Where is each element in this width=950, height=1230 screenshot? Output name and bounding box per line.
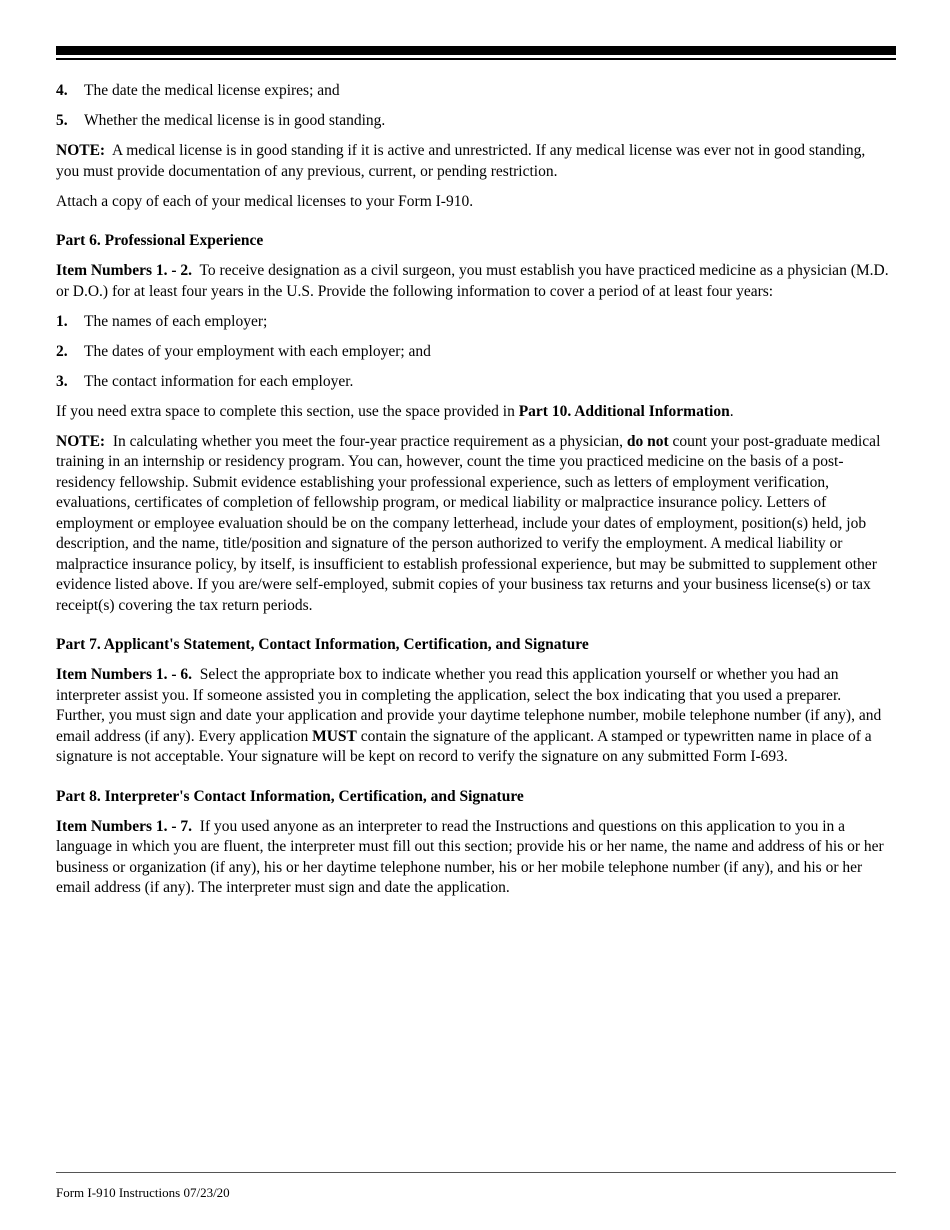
note-emphasis: do not <box>626 432 669 450</box>
extra-text: If you need extra space to complete this section, use the space provided in <box>56 402 519 420</box>
list-item <box>56 342 892 363</box>
list-number: 2. <box>56 342 68 360</box>
part6-heading: Part 6. Professional Experience <box>56 232 264 249</box>
list-text: The date the medical license expires; and <box>84 82 340 99</box>
note-professional-experience <box>56 432 892 617</box>
footer-rule <box>56 1172 896 1173</box>
note-license-standing <box>56 141 892 182</box>
top-rule-thick <box>56 46 896 55</box>
top-rule-thin <box>56 58 896 60</box>
list-item <box>56 372 892 393</box>
part10-reference: Part 10. Additional Information <box>518 402 730 420</box>
part7-item-paragraph <box>56 665 892 768</box>
item-text-end: contain the signature of the applicant. A stamped or typewritten name in place of a signature is not acceptable. Your signature will be kept on record to verify the signature on any submitted Form I-693. <box>56 727 872 765</box>
part6-item-paragraph <box>56 261 892 302</box>
item-text-start: Select the appropriate box to indicate whether you read this application yourself or whether you had an interpreter assist you. If someone assisted you in completing the application, select the box indicating that you used a preparer. Further, you must sign and date your application and provide your daytime telephone number, mobile telephone number (if any), and email address (if any). Every application <box>56 666 882 745</box>
list-text: The contact information for each employer. <box>84 372 354 390</box>
extra-space-instruction <box>56 402 892 423</box>
note-text-start: In calculating whether you meet the four-year practice requirement as a physician, <box>112 432 627 450</box>
note-label: NOTE: <box>56 142 106 159</box>
item-numbers-label: Item Numbers 1. - 7. <box>56 817 193 835</box>
list-number: 1. <box>56 312 68 330</box>
note-text: A medical license is in good standing if it is active and unrestricted. If any medical license was ever not in good standing, you must provide documentation of any previous, current, or pending restriction. <box>56 142 866 180</box>
document-body <box>56 81 892 908</box>
list-text: The dates of your employment with each employer; and <box>84 342 431 360</box>
list-item <box>56 111 892 132</box>
item-text: If you used anyone as an interpreter to read the Instructions and questions on this application to you in a language in which you are fluent, the interpreter must fill out this section; provide his or her name, the name and address of his or her business or organization (if any), his or her daytime telephone number, his or her mobile telephone number (if any), and his or her email address (if any). The interpreter must sign and date the application. <box>56 817 884 896</box>
part8-heading: Part 8. Interpreter's Contact Information, Certification, and Signature <box>56 787 524 805</box>
list-text: The names of each employer; <box>84 312 268 330</box>
note-label: NOTE: <box>56 432 106 450</box>
list-number: 4. <box>56 82 68 99</box>
page-footer: Form I-910 Instructions 07/23/20 <box>56 1185 230 1200</box>
attach-instruction: Attach a copy of each of your medical licenses to your Form I-910. <box>56 192 474 210</box>
list-item <box>56 81 892 102</box>
item-text: To receive designation as a civil surgeon, you must establish you have practiced medicine as a physician (M.D. or D.O.) for at least four years in the U.S. Provide the following information to cover a period of at least four years: <box>56 262 889 300</box>
part7-heading: Part 7. Applicant's Statement, Contact Information, Certification, and Signature <box>56 636 589 653</box>
note-text-end: count your post-graduate medical training in an internship or residency program. You can, however, count the time you practiced medicine on the basis of a post-residency fellowship. Submit evidence establishing your professional experience, such as letters of employment verification, evaluations, certificates of completion of fellowship program, or medical liability or malpractice insurance policy. Letters of employment or employee evaluation should be on the company letterhead, include your dates of employment, position(s) held, job description, and the name, title/position and signature of the person authorized to verify the employment. A medical liability or malpractice insurance policy, by itself, is insufficient to establish professional experience, but may be submitted to supplement other evidence listed above. If you are/were self-employed, submit copies of your business tax returns and your business license(s) or tax receipt(s) covering the tax return periods. <box>56 432 881 614</box>
list-item <box>56 312 892 333</box>
list-text: Whether the medical license is in good standing. <box>84 112 386 129</box>
part8-item-paragraph <box>56 817 892 899</box>
must-emphasis: MUST <box>312 727 357 745</box>
list-number: 5. <box>56 112 68 129</box>
item-numbers-label: Item Numbers 1. - 6. <box>56 666 193 683</box>
item-numbers-label: Item Numbers 1. - 2. <box>56 262 193 279</box>
list-number: 3. <box>56 372 68 390</box>
extra-text-end: . <box>729 402 734 420</box>
